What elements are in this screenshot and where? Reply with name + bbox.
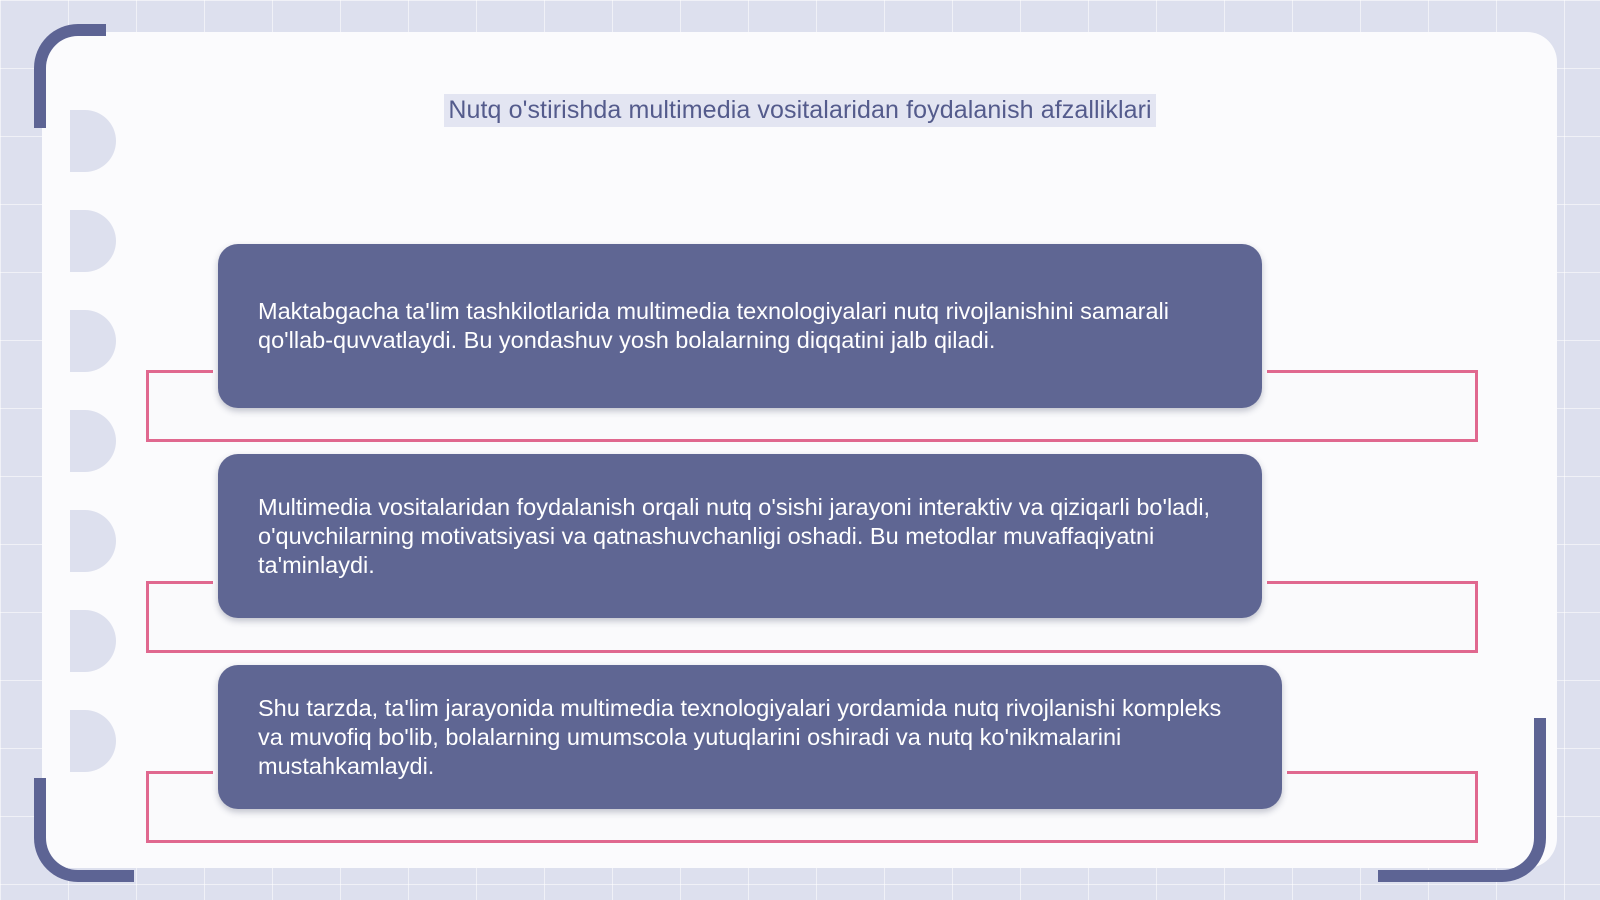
binder-notch: [70, 210, 116, 272]
point-card-1: [218, 244, 1262, 408]
point-card-2: [218, 454, 1262, 618]
point-card-text: Maktabgacha ta'lim tashkilotlarida multimedia texnologiyalari nutq rivojlanishini samarali qo'llab-quvvatlaydi. Bu yondashuv yosh bolalarning diqqatini jalb qiladi.: [258, 298, 1169, 353]
binder-notch: [70, 410, 116, 472]
binder-notch: [70, 710, 116, 772]
slide-title: [0, 94, 1600, 127]
slide-title-text: Nutq o'stirishda multimedia vositalaridan foydalanish afzalliklari: [444, 94, 1155, 127]
binder-notch: [70, 510, 116, 572]
point-card-text: Shu tarzda, ta'lim jarayonida multimedia texnologiyalari yordamida nutq rivojlanishi kompleks va muvofiq bo'lib, bolalarning umumscola yutuqlarini oshiradi va nutq ko'nikmalarini mustahkamlaydi.: [258, 694, 1222, 779]
binder-notch: [70, 610, 116, 672]
point-card-text: Multimedia vositalaridan foydalanish orqali nutq o'sishi jarayoni interaktiv va qiziqarli bo'ladi, o'quvchilarning motivatsiyasi va qatnashuvchanligi oshadi. Bu metodlar muvaffaqiyatni ta'minlaydi.: [258, 493, 1211, 578]
point-card-3: [218, 665, 1282, 809]
binder-notch: [70, 310, 116, 372]
corner-bracket-bottom-left: [34, 778, 134, 882]
